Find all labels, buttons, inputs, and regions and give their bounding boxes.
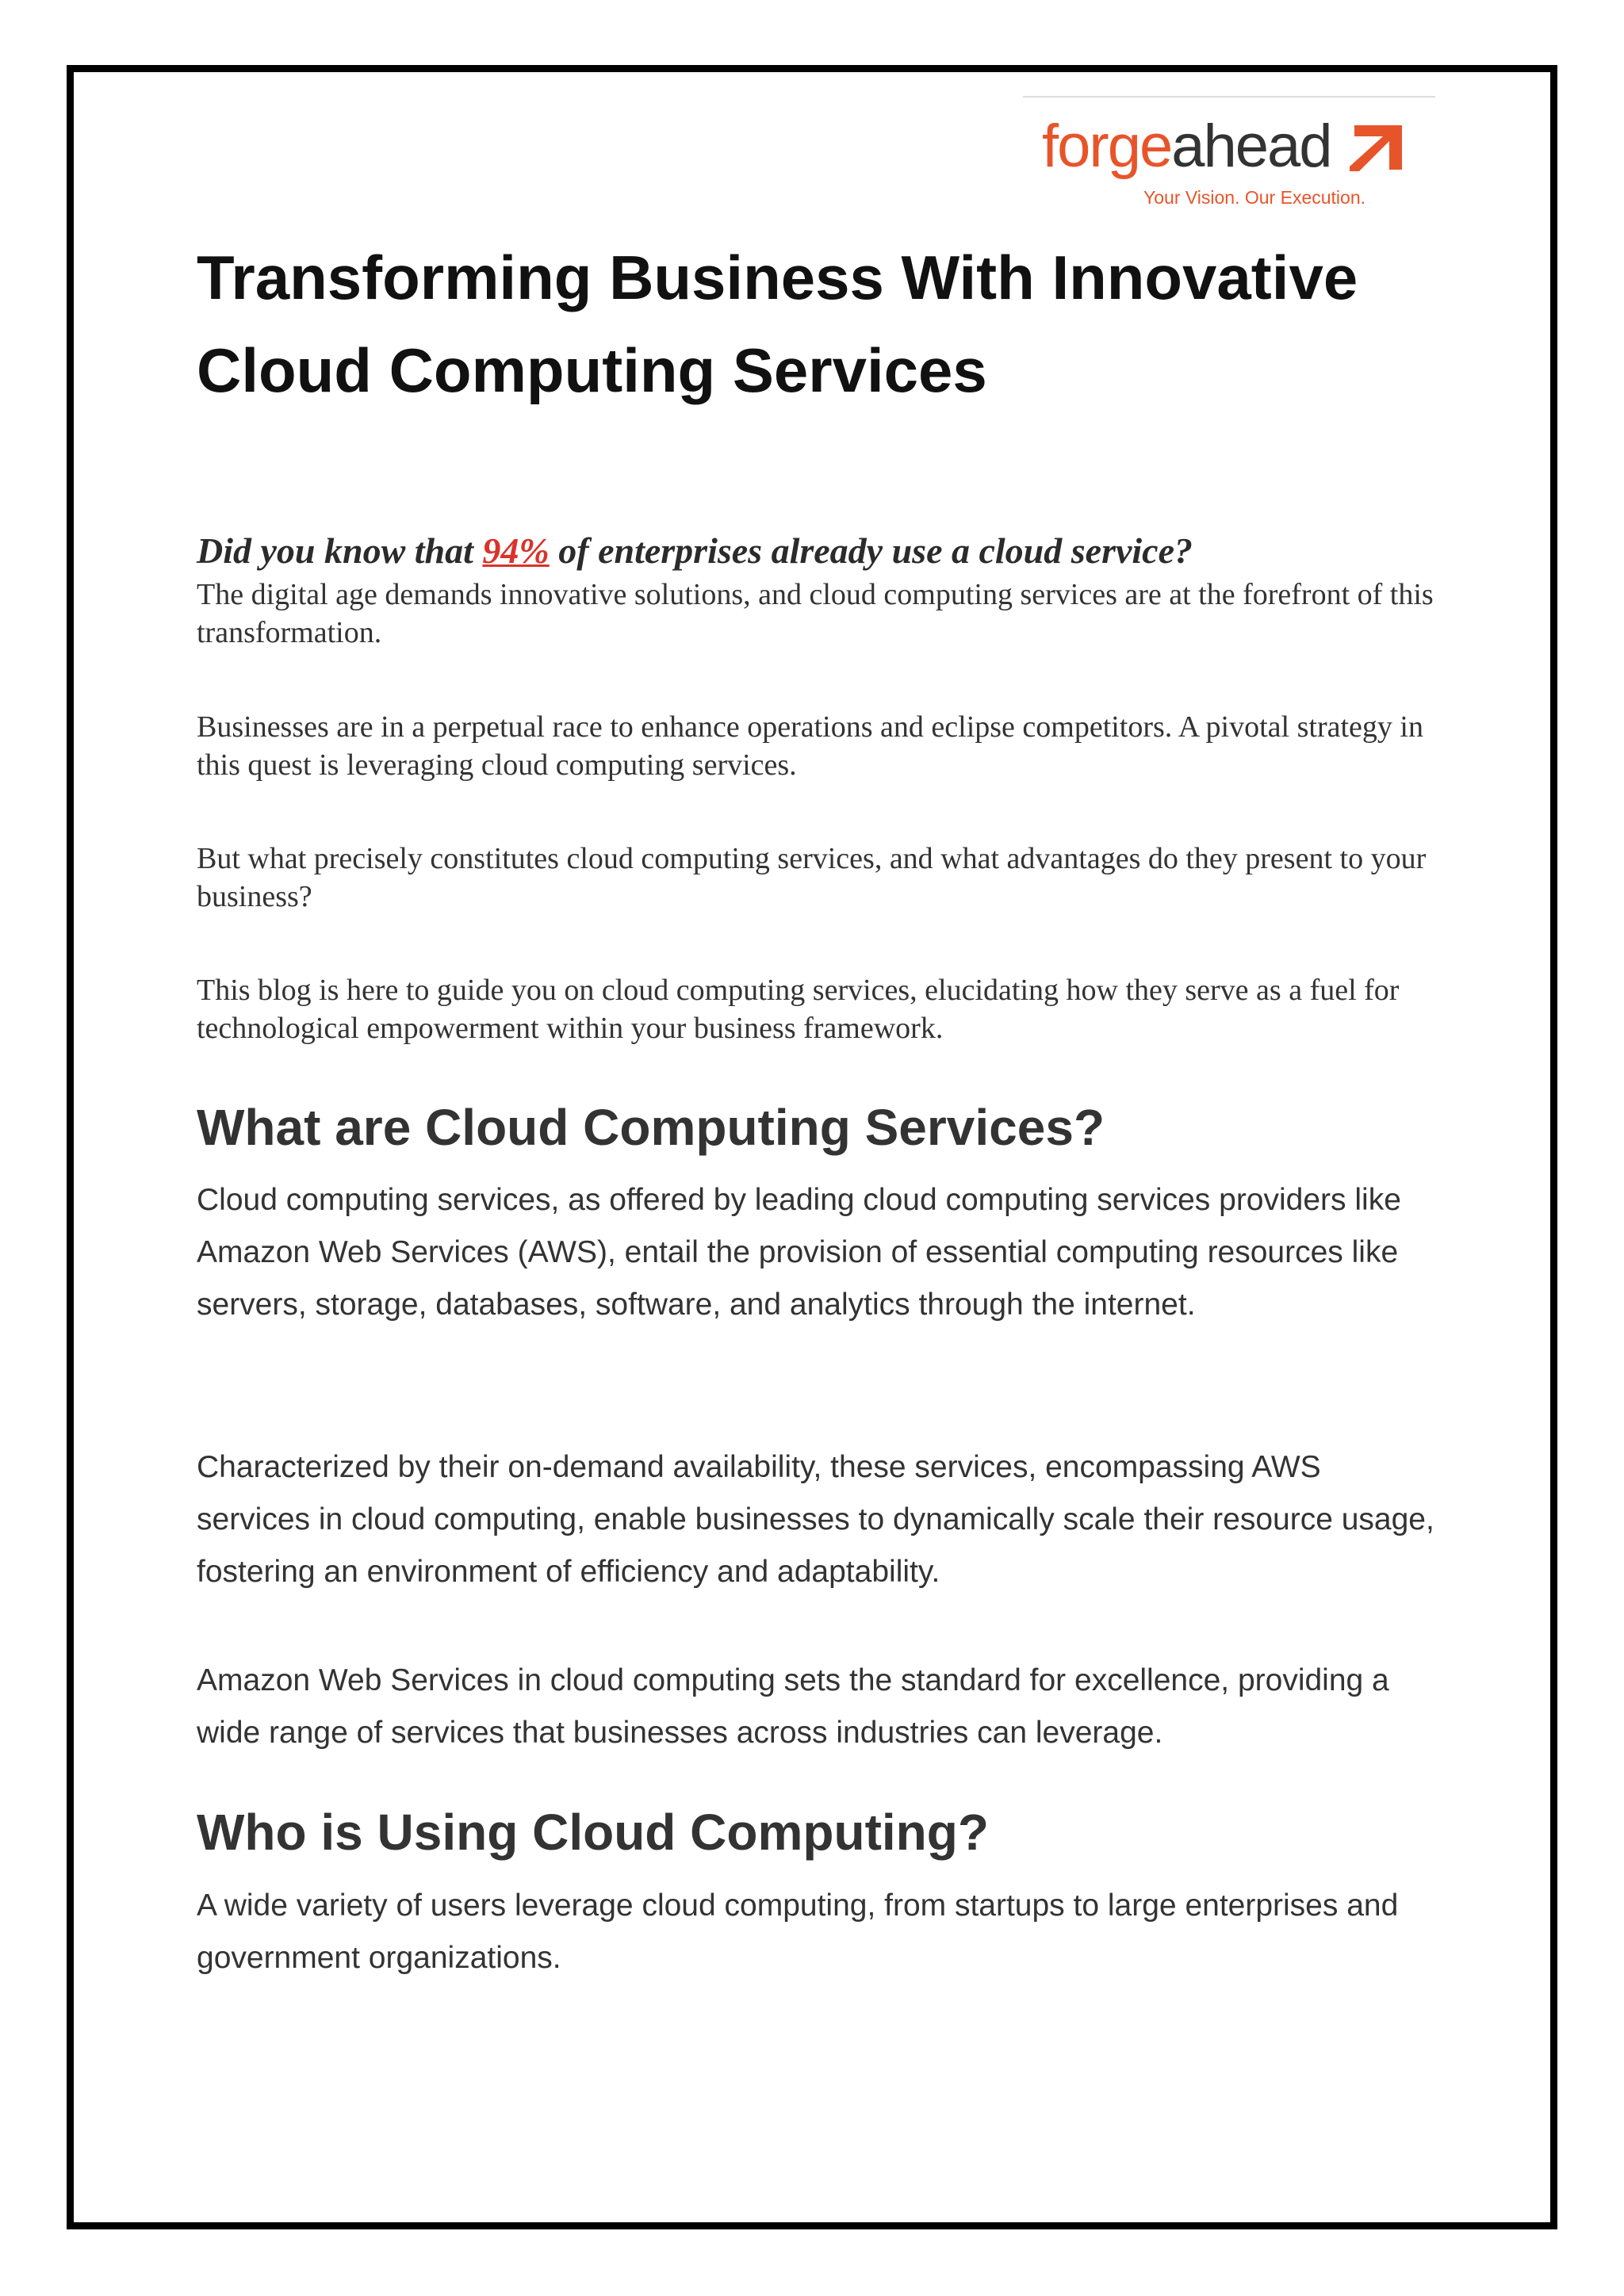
forgeahead-logo xyxy=(1042,111,1407,222)
intro-question xyxy=(197,528,1434,574)
logo-tagline: Your Vision. Our Execution. xyxy=(1143,187,1365,208)
intro-paragraph-2: Businesses are in a perpetual race to enhance operations and eclipse competitors. A pivotal strategy in this quest is leveraging cloud computing services. xyxy=(197,710,1423,782)
document-title: Transforming Business With Innovative Cloud Computing Services xyxy=(197,243,1358,405)
section-heading-who-is-using: Who is Using Cloud Computing? xyxy=(197,1804,989,1861)
intro-question-prefix: Did you know that xyxy=(197,530,483,571)
section1-paragraph-1: Cloud computing services, as offered by leading cloud computing services providers like Amazon Web Services (AWS), entail the provision of essential computing resources like servers, storage, databases, software, and analytics through the internet. xyxy=(197,1183,1401,1322)
arrow-mark-icon xyxy=(1350,125,1404,171)
section1-paragraph-3: Amazon Web Services in cloud computing sets the standard for excellence, providing a wide range of services that businesses across industries can leverage. xyxy=(197,1663,1389,1750)
logo-wordmark xyxy=(1042,111,1331,182)
section2-paragraph-1: A wide variety of users leverage cloud computing, from startups to large enterprises and government organizations. xyxy=(197,1888,1399,1975)
section1-paragraph-2: Characterized by their on-demand availability, these services, encompassing AWS services in cloud computing, enable businesses to dynamically scale their resource usage, fostering an environment of efficiency and adaptability. xyxy=(197,1450,1434,1589)
intro-paragraph-1: The digital age demands innovative solutions, and cloud computing services are at the forefront of this transformation. xyxy=(197,578,1434,649)
intro-question-suffix: of enterprises already use a cloud service? xyxy=(549,530,1193,571)
header-divider xyxy=(1023,96,1435,98)
intro-paragraph-3: But what precisely constitutes cloud computing services, and what advantages do they present to your business? xyxy=(197,842,1427,913)
stat-link[interactable]: 94% xyxy=(482,530,550,571)
logo-word-ahead: ahead xyxy=(1171,113,1331,180)
logo-word-forge: forge xyxy=(1042,113,1172,180)
section-heading-what-are: What are Cloud Computing Services? xyxy=(197,1099,1105,1156)
intro-paragraph-4: This blog is here to guide you on cloud computing services, elucidating how they serve as a fuel for technological empowerment within your business framework. xyxy=(197,974,1400,1045)
